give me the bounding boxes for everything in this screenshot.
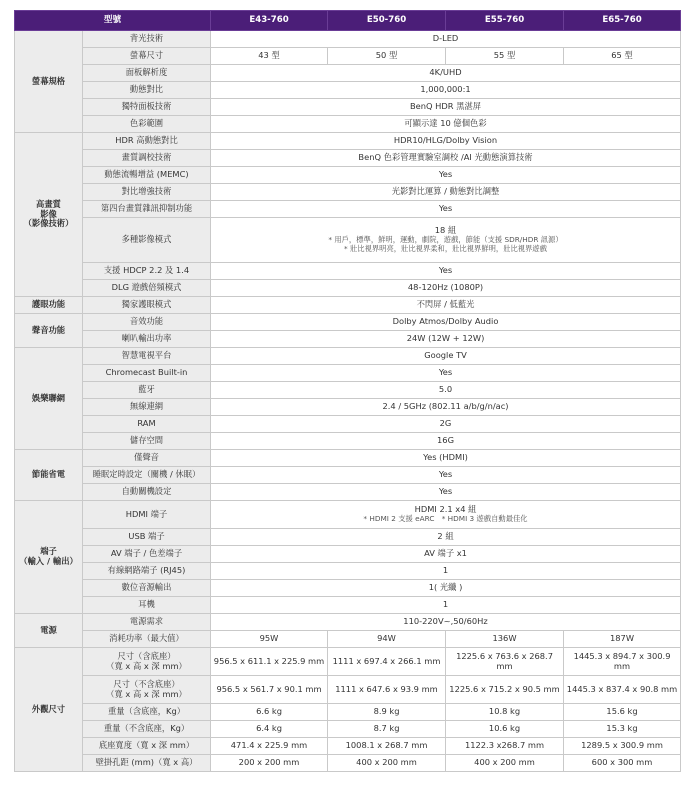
spec-label: 動態流暢增益 (MEMC): [83, 167, 211, 184]
spec-value-all: [211, 65, 681, 82]
spec-row: [15, 348, 681, 365]
spec-value: 1445.3 x 894.7 x 300.9 mm: [564, 648, 681, 676]
spec-value-text: Yes: [438, 367, 453, 378]
spec-value: 1225.6 x 715.2 x 90.5 mm: [446, 676, 564, 704]
spec-row: [15, 433, 681, 450]
spec-value-all: [211, 399, 681, 416]
spec-value-all: [211, 501, 681, 529]
spec-label: AV 端子 / 色差端子: [83, 546, 211, 563]
spec-value-all: [211, 382, 681, 399]
spec-row: [15, 704, 681, 721]
spec-row: [15, 31, 681, 48]
spec-value-all: [211, 529, 681, 546]
spec-row: [15, 721, 681, 738]
spec-value-text: 48-120Hz (1080P): [407, 282, 484, 293]
spec-label: 獨家護眼模式: [83, 297, 211, 314]
spec-label: 有線網路端子 (RJ45): [83, 563, 211, 580]
category-cell: 聲音功能: [15, 314, 83, 348]
spec-value-text: Yes (HDMI): [423, 452, 468, 463]
spec-value-text: Dolby Atmos/Dolby Audio: [392, 316, 499, 327]
spec-label: 耳機: [83, 597, 211, 614]
spec-value-all: [211, 82, 681, 99]
spec-value: 136W: [446, 631, 564, 648]
spec-value-text: 16G: [437, 435, 455, 446]
spec-value: 55 型: [446, 48, 564, 65]
spec-row: [15, 597, 681, 614]
model-column-header: 型號: [15, 11, 211, 31]
category-cell: 高畫質 影像 （影像技術）: [15, 133, 83, 297]
spec-value-text: 2.4 / 5GHz (802.11 a/b/g/n/ac): [382, 401, 509, 412]
spec-label: 睡眠定時設定（關機 / 休眠）: [83, 467, 211, 484]
spec-label: 底座寬度（寬 x 深 mm）: [83, 738, 211, 755]
spec-label: 支援 HDCP 2.2 及 1.4: [83, 263, 211, 280]
spec-value-all: [211, 263, 681, 280]
category-cell: 端子 （輸入 / 輸出）: [15, 501, 83, 614]
spec-label: 多種影像模式: [83, 218, 211, 263]
spec-value-all: [211, 201, 681, 218]
spec-value-all: [211, 31, 681, 48]
spec-value-all: [211, 563, 681, 580]
model-header: E65-760: [564, 11, 681, 31]
spec-row: [15, 580, 681, 597]
spec-value: 1008.1 x 268.7 mm: [328, 738, 446, 755]
spec-value: 65 型: [564, 48, 681, 65]
spec-label: HDMI 端子: [83, 501, 211, 529]
spec-label: 消耗功率（最大值）: [83, 631, 211, 648]
spec-row: [15, 331, 681, 348]
spec-value: 187W: [564, 631, 681, 648]
spec-label: 動態對比: [83, 82, 211, 99]
spec-label: 重量（含底座，Kg）: [83, 704, 211, 721]
spec-row: [15, 631, 681, 648]
spec-value-all: [211, 597, 681, 614]
spec-value-all: [211, 484, 681, 501]
spec-value-all: [211, 580, 681, 597]
spec-label: RAM: [83, 416, 211, 433]
spec-value: 8.9 kg: [328, 704, 446, 721]
spec-label: 無線連網: [83, 399, 211, 416]
spec-row: [15, 648, 681, 676]
spec-label: 數位音源輸出: [83, 580, 211, 597]
spec-value-all: [211, 365, 681, 382]
spec-row: [15, 365, 681, 382]
spec-row: [15, 82, 681, 99]
spec-value-all: [211, 133, 681, 150]
spec-label: 儲存空間: [83, 433, 211, 450]
category-cell: 外觀尺寸: [15, 648, 83, 772]
spec-label: 僅聲音: [83, 450, 211, 467]
spec-value-all: [211, 314, 681, 331]
spec-value: 6.6 kg: [211, 704, 328, 721]
category-cell: 電源: [15, 614, 83, 648]
spec-value: 8.7 kg: [328, 721, 446, 738]
model-header: E55-760: [446, 11, 564, 31]
spec-value-text: HDR10/HLG/Dolby Vision: [393, 135, 498, 146]
spec-value-text: 不閃屏 / 低藍光: [416, 299, 475, 310]
spec-value-all: [211, 614, 681, 631]
spec-value-all: [211, 297, 681, 314]
spec-row: [15, 614, 681, 631]
spec-label: 對比增強技術: [83, 184, 211, 201]
spec-label: 獨特面板技術: [83, 99, 211, 116]
spec-value-all: [211, 116, 681, 133]
spec-value: 400 x 200 mm: [328, 755, 446, 772]
header-row: [15, 11, 681, 31]
spec-value: 43 型: [211, 48, 328, 65]
spec-row: [15, 167, 681, 184]
category-cell: 螢幕規格: [15, 31, 83, 133]
spec-row: [15, 280, 681, 297]
spec-row: [15, 297, 681, 314]
category-cell: 護眼功能: [15, 297, 83, 314]
spec-label: Chromecast Built-in: [83, 365, 211, 382]
spec-row: [15, 263, 681, 280]
spec-row: [15, 563, 681, 580]
spec-row: [15, 529, 681, 546]
spec-label: 色彩範圍: [83, 116, 211, 133]
spec-value: 95W: [211, 631, 328, 648]
spec-value: 956.5 x 561.7 x 90.1 mm: [211, 676, 328, 704]
spec-value-all: [211, 450, 681, 467]
spec-label: 自動關機設定: [83, 484, 211, 501]
spec-row: [15, 484, 681, 501]
spec-value-all: [211, 467, 681, 484]
spec-label: 電源需求: [83, 614, 211, 631]
spec-label: 螢幕尺寸: [83, 48, 211, 65]
spec-value-text: Yes: [438, 203, 453, 214]
spec-value-text: BenQ 色彩管理實驗室調校 /AI 光動態演算技術: [358, 152, 533, 163]
model-header: E50-760: [328, 11, 446, 31]
spec-label: 第四台畫質雜訊抑制功能: [83, 201, 211, 218]
spec-value: 1122.3 x268.7 mm: [446, 738, 564, 755]
spec-value-all: [211, 150, 681, 167]
spec-value: 200 x 200 mm: [211, 755, 328, 772]
spec-value: 6.4 kg: [211, 721, 328, 738]
spec-value: 15.3 kg: [564, 721, 681, 738]
spec-row: [15, 450, 681, 467]
spec-value: 94W: [328, 631, 446, 648]
spec-row: [15, 546, 681, 563]
model-header: E43-760: [211, 11, 328, 31]
spec-label: USB 端子: [83, 529, 211, 546]
spec-row: [15, 150, 681, 167]
spec-value-text: 110-220V~,50/60Hz: [403, 616, 488, 627]
spec-label: 背光技術: [83, 31, 211, 48]
spec-value-all: [211, 99, 681, 116]
spec-row: [15, 65, 681, 82]
spec-value-text: Google TV: [424, 350, 467, 361]
spec-body: [15, 31, 681, 772]
spec-value-text: 1,000,000:1: [420, 84, 471, 95]
spec-value: 1289.5 x 300.9 mm: [564, 738, 681, 755]
spec-label: 尺寸（不含底座） （寬 x 高 x 深 mm）: [83, 676, 211, 704]
spec-label: 藍牙: [83, 382, 211, 399]
spec-value-text: 4K/UHD: [429, 67, 462, 78]
spec-table: [14, 10, 681, 772]
spec-row: [15, 184, 681, 201]
spec-value-text: Yes: [438, 469, 453, 480]
spec-label: 畫質調校技術: [83, 150, 211, 167]
spec-label: 喇叭輸出功率: [83, 331, 211, 348]
spec-note: * 用戶，標準，鮮明，運動，劇院，遊戲，節能（支援 SDR/HDR 訊源）: [328, 235, 563, 245]
spec-row: [15, 48, 681, 65]
spec-note: * 壯比視界明亮，壯比視界柔和，壯比視界鮮明，壯比視界遊戲: [344, 243, 547, 253]
spec-row: [15, 676, 681, 704]
spec-row: [15, 382, 681, 399]
spec-value: 400 x 200 mm: [446, 755, 564, 772]
spec-value: 600 x 300 mm: [564, 755, 681, 772]
category-cell: 節能省電: [15, 450, 83, 501]
spec-row: [15, 755, 681, 772]
spec-value-text: Yes: [438, 265, 453, 276]
spec-value: 50 型: [328, 48, 446, 65]
spec-value-text: 1: [442, 599, 449, 610]
spec-value-text: BenQ HDR 黑湛屏: [409, 101, 482, 112]
spec-value-text: 2 組: [437, 531, 454, 542]
spec-row: [15, 314, 681, 331]
spec-label: HDR 高動態對比: [83, 133, 211, 150]
spec-row: [15, 99, 681, 116]
spec-row: [15, 738, 681, 755]
spec-value: 471.4 x 225.9 mm: [211, 738, 328, 755]
spec-value: 10.8 kg: [446, 704, 564, 721]
spec-value: 1225.6 x 763.6 x 268.7 mm: [446, 648, 564, 676]
spec-value-text: Yes: [438, 486, 453, 497]
spec-row: [15, 116, 681, 133]
spec-label: 面板解析度: [83, 65, 211, 82]
spec-value-all: [211, 348, 681, 365]
spec-value: 1111 x 647.6 x 93.9 mm: [328, 676, 446, 704]
spec-value-all: [211, 331, 681, 348]
spec-row: [15, 201, 681, 218]
spec-value-all: [211, 218, 681, 263]
spec-value-text: 5.0: [438, 384, 453, 395]
spec-value-text: 1: [442, 565, 449, 576]
spec-row: [15, 399, 681, 416]
spec-value-text: 可顯示達 10 億個色彩: [404, 118, 487, 129]
spec-value-text: AV 端子 x1: [424, 548, 467, 559]
spec-row: [15, 218, 681, 263]
spec-row: [15, 501, 681, 529]
spec-note: * HDMI 2 支援 eARC * HDMI 3 遊戲自動最佳化: [363, 514, 528, 524]
spec-value-all: [211, 280, 681, 297]
spec-row: [15, 416, 681, 433]
spec-label: 智慧電視平台: [83, 348, 211, 365]
spec-value-all: [211, 546, 681, 563]
spec-value-text: 24W (12W + 12W): [406, 333, 485, 344]
spec-value-text: Yes: [438, 169, 453, 180]
spec-value: 15.6 kg: [564, 704, 681, 721]
spec-value-all: [211, 416, 681, 433]
spec-label: DLG 遊戲倍頻模式: [83, 280, 211, 297]
spec-row: [15, 467, 681, 484]
spec-value-all: [211, 184, 681, 201]
spec-value: 1111 x 697.4 x 266.1 mm: [328, 648, 446, 676]
spec-label: 壁掛孔距 (mm)（寬 x 高）: [83, 755, 211, 772]
spec-label: 音效功能: [83, 314, 211, 331]
spec-label: 重量（不含底座，Kg）: [83, 721, 211, 738]
category-cell: 娛樂聯網: [15, 348, 83, 450]
spec-value: 956.5 x 611.1 x 225.9 mm: [211, 648, 328, 676]
spec-value: 10.6 kg: [446, 721, 564, 738]
spec-value-text: 1( 光纖 ): [428, 582, 463, 593]
spec-value-text: HDMI 2.1 x4 組: [414, 504, 477, 515]
spec-row: [15, 133, 681, 150]
spec-value-text: 2G: [439, 418, 452, 429]
spec-value-all: [211, 167, 681, 184]
spec-value-all: [211, 433, 681, 450]
spec-value-text: D-LED: [432, 33, 459, 44]
spec-value-text: 18 組: [434, 225, 457, 236]
spec-value: 1445.3 x 837.4 x 90.8 mm: [564, 676, 681, 704]
spec-label: 尺寸（含底座） （寬 x 高 x 深 mm）: [83, 648, 211, 676]
spec-value-text: 光影對比運算 / 動態對比調整: [391, 186, 500, 197]
